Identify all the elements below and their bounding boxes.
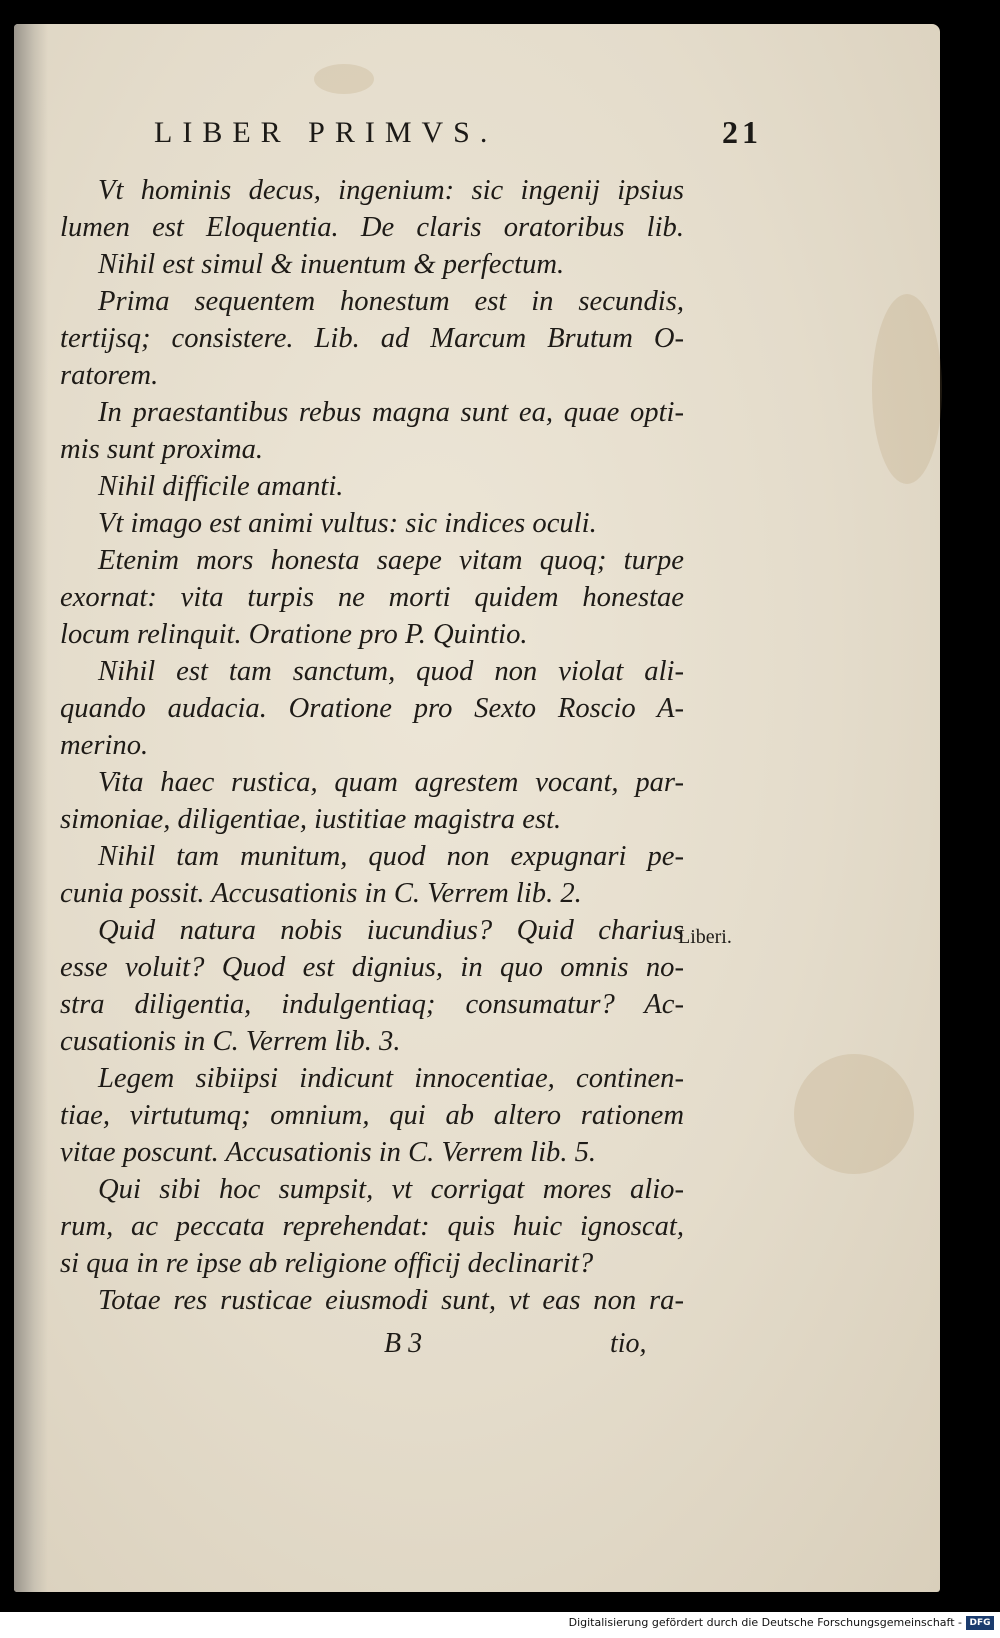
text-line: cusationis in C. Verrem lib. 3.	[60, 1026, 401, 1057]
text-line: vitae poscunt. Accusationis in C. Verrem lib. 5.	[60, 1137, 597, 1168]
text-line: Nihil difficile amanti.	[98, 471, 344, 502]
running-head: LIBER PRIMVS.	[154, 116, 498, 149]
digitization-footer	[0, 1612, 1000, 1638]
catchword: tio,	[610, 1328, 647, 1359]
text-line: si qua in re ipse ab religione officij declinarit?	[60, 1248, 594, 1279]
text-line: Totae res rusticae eiusmodi sunt, vt eas non ra-	[98, 1285, 684, 1316]
text-line: locum relinquit. Oratione pro P. Quintio.	[60, 619, 528, 650]
text-line: mis sunt proxima.	[60, 434, 264, 465]
text-line: quando audacia. Oratione pro Sexto Roscio A-	[60, 693, 684, 724]
text-line: stra diligentia, indulgentiaq; consumatur? Ac-	[60, 989, 684, 1020]
body-text	[60, 172, 684, 1319]
text-line: rum, ac peccata reprehendat: quis huic ignoscat,	[60, 1211, 684, 1242]
paper-stain	[872, 294, 942, 484]
paper-stain	[794, 1054, 914, 1174]
text-line: tiae, virtutumq; omnium, qui ab altero rationem	[60, 1100, 684, 1131]
signature-mark: B 3	[384, 1328, 423, 1359]
page-gutter-shadow	[14, 24, 48, 1592]
book-page	[14, 24, 940, 1592]
text-line: Quid natura nobis iucundius? Quid charius	[98, 915, 684, 946]
paper-stain	[314, 64, 374, 94]
dfg-logo: DFG	[966, 1616, 994, 1630]
text-line: simoniae, diligentiae, iustitiae magistra est.	[60, 804, 562, 835]
text-line: Vt imago est animi vultus: sic indices oculi.	[98, 508, 597, 539]
text-line: Nihil tam munitum, quod non expugnari pe-	[98, 841, 684, 872]
marginal-note: Liberi.	[678, 926, 732, 948]
text-line: merino.	[60, 730, 149, 761]
text-line: ratorem.	[60, 360, 159, 391]
text-line: lumen est Eloquentia. De claris oratoribus lib.	[60, 212, 684, 243]
text-line: In praestantibus rebus magna sunt ea, quae opti-	[98, 397, 684, 428]
text-line: Etenim mors honesta saepe vitam quoq; turpe	[98, 545, 684, 576]
text-line: Nihil est simul & inuentum & perfectum.	[98, 249, 565, 280]
text-line: Vt hominis decus, ingenium: sic ingenij ipsius	[98, 175, 684, 206]
text-line: tertijsq; consistere. Lib. ad Marcum Brutum O-	[60, 323, 684, 354]
text-line: Nihil est tam sanctum, quod non violat ali-	[98, 656, 684, 687]
text-line: cunia possit. Accusationis in C. Verrem lib. 2.	[60, 878, 582, 909]
page-number: 21	[722, 114, 762, 150]
text-line: Prima sequentem honestum est in secundis,	[98, 286, 684, 317]
text-line: exornat: vita turpis ne morti quidem honestae	[60, 582, 684, 613]
footer-credit: Digitalisierung gefördert durch die Deutsche Forschungsgemeinschaft -	[568, 1616, 962, 1629]
text-line: esse voluit? Quod est dignius, in quo omnis no-	[60, 952, 684, 983]
text-line: Vita haec rustica, quam agrestem vocant, par-	[98, 767, 684, 798]
text-line: Legem sibiipsi indicunt innocentiae, continen-	[98, 1063, 684, 1094]
text-line: Qui sibi hoc sumpsit, vt corrigat mores alio-	[98, 1174, 684, 1205]
